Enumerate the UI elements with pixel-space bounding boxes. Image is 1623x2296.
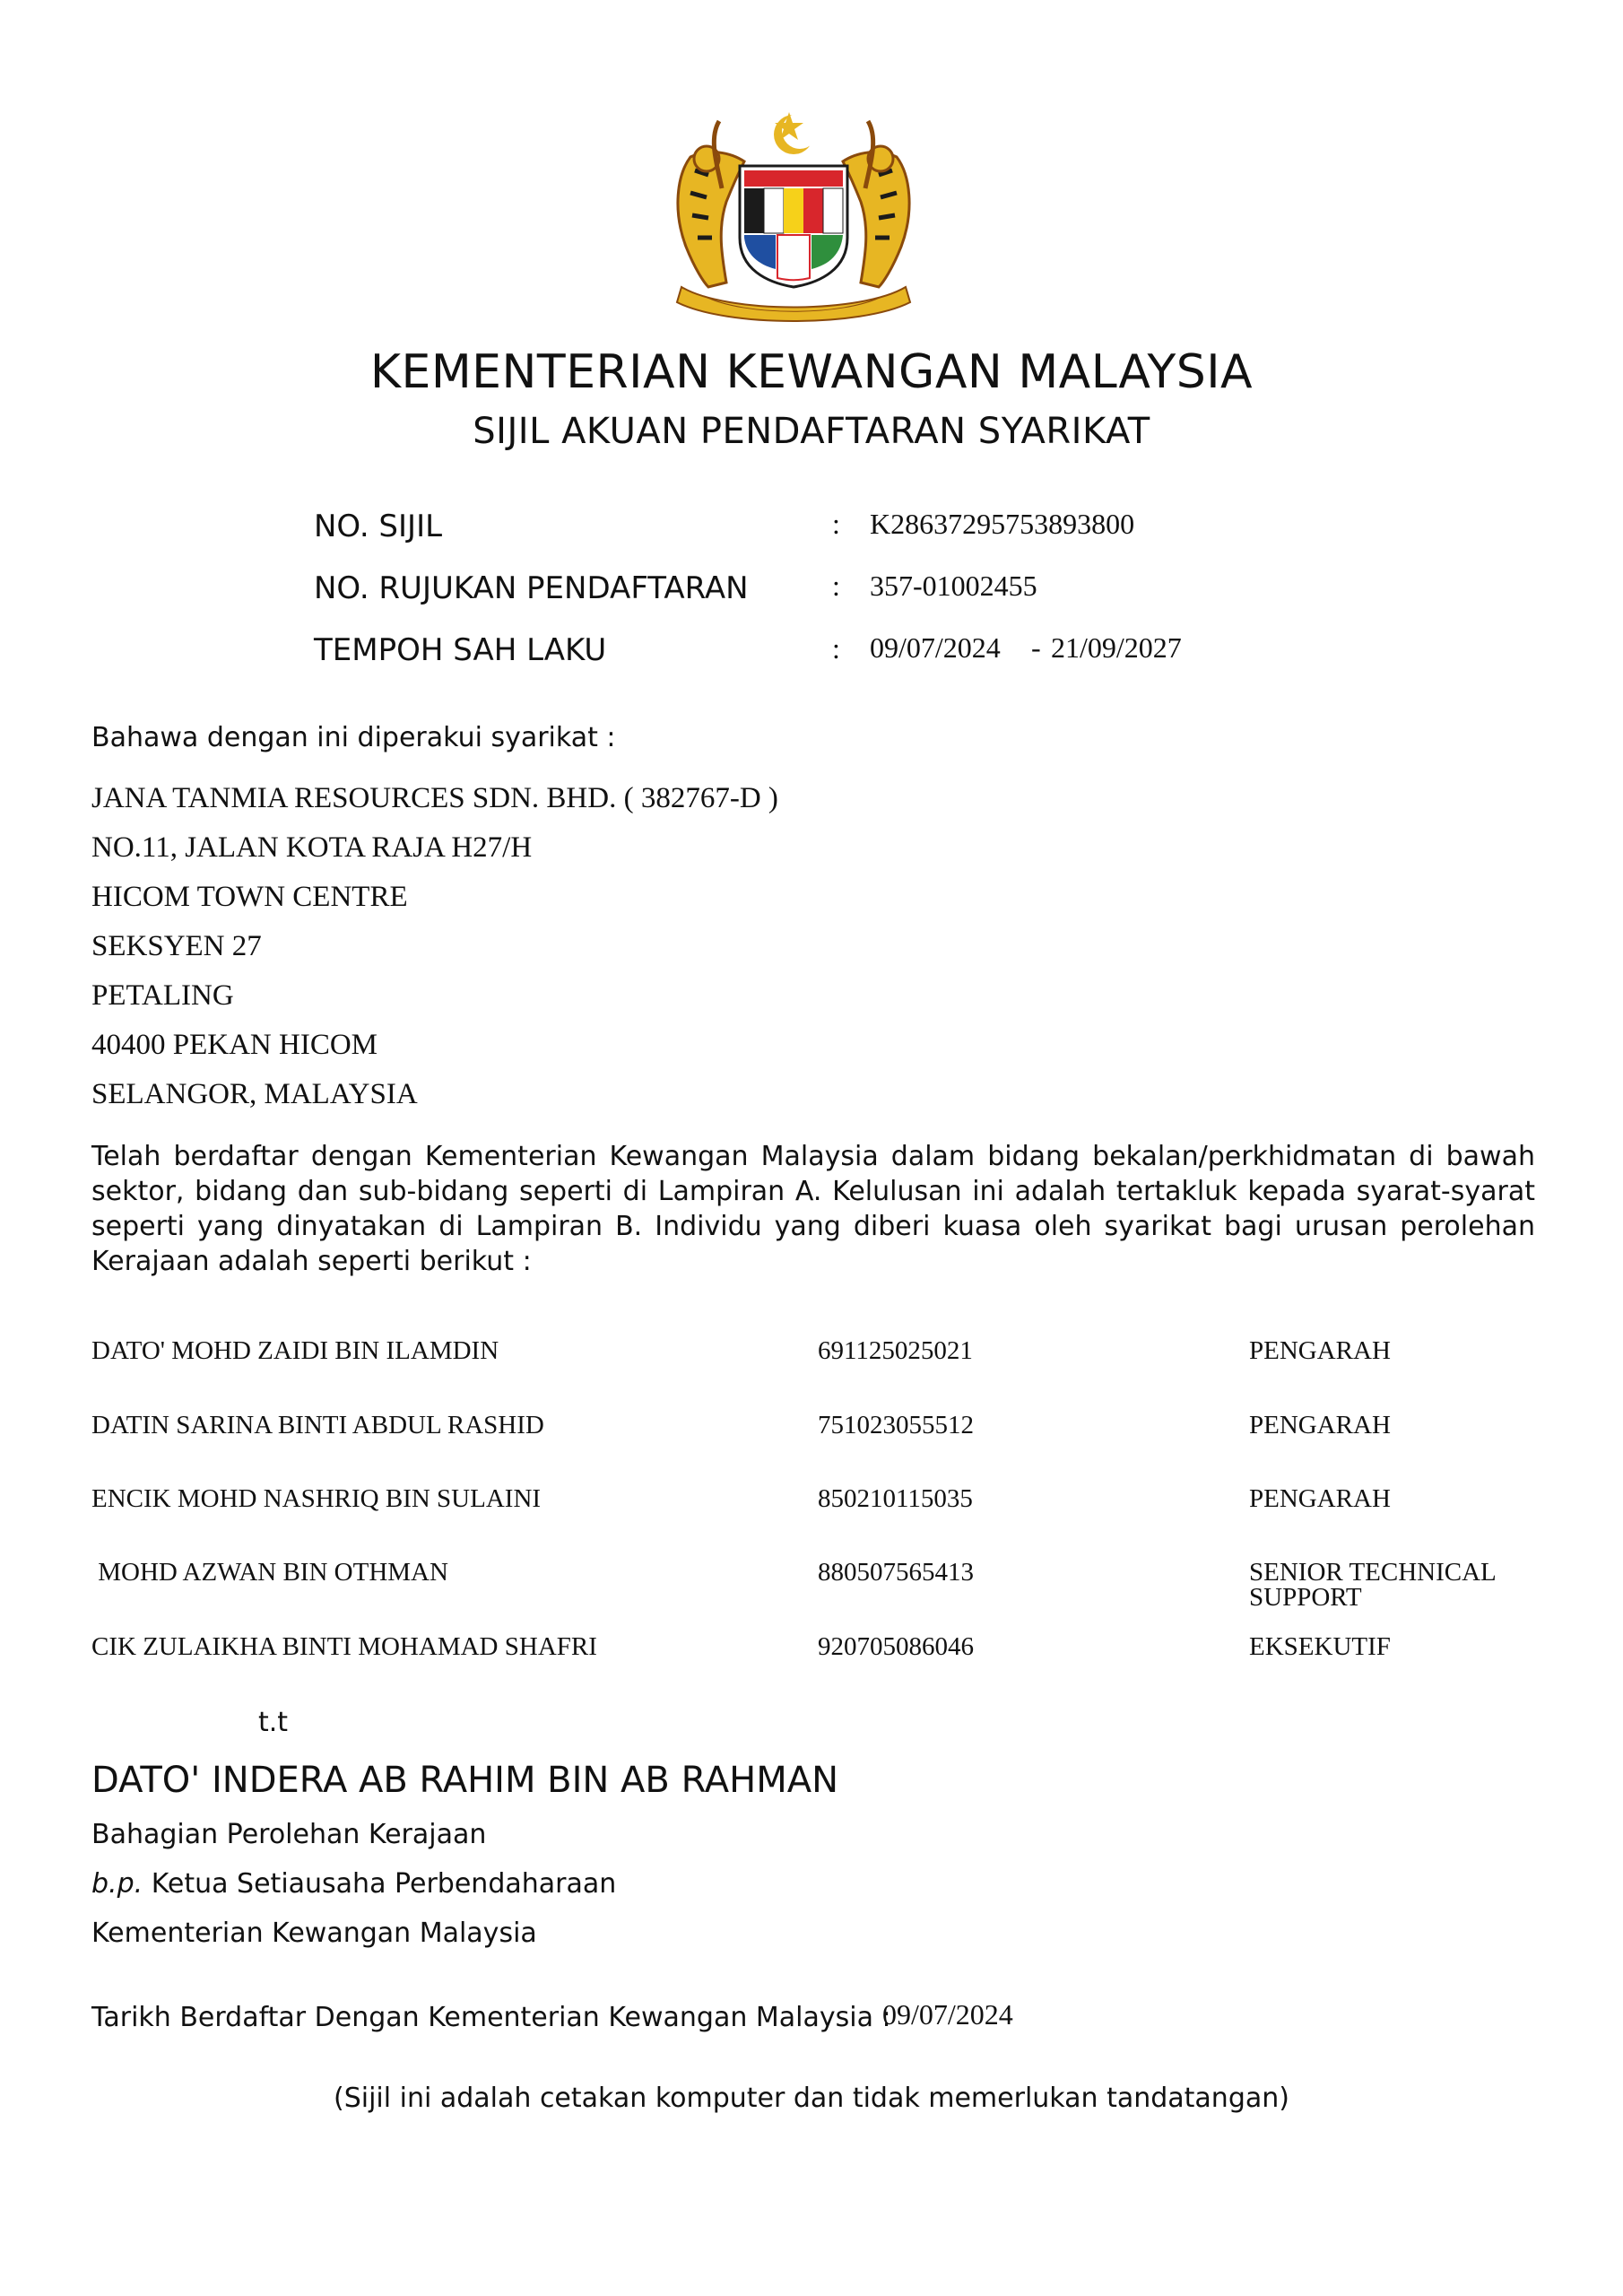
individual-ic: 751023055512: [818, 1411, 974, 1439]
bp-prefix: b.p.: [91, 1868, 143, 1900]
individual-role: PENGARAH: [1249, 1336, 1391, 1365]
address-line: PETALING: [91, 979, 234, 1012]
signer-ministry: Kementerian Kewangan Malaysia: [91, 1918, 537, 1949]
certificate-title: SIJIL AKUAN PENDAFTARAN SYARIKAT: [473, 411, 1150, 452]
individual-ic: 691125025021: [818, 1336, 973, 1365]
validity-to: 21/09/2027: [1051, 631, 1182, 664]
ref-no-value: 357-01002455: [870, 570, 1037, 602]
individual-role: PENGARAH: [1249, 1484, 1391, 1513]
individual-ic: 920705086046: [818, 1632, 974, 1661]
cert-no-colon: :: [832, 508, 840, 540]
malaysia-coat-of-arms-icon: [655, 103, 933, 327]
address-line: SEKSYEN 27: [91, 930, 262, 962]
address-line: HICOM TOWN CENTRE: [91, 881, 408, 913]
validity-colon: :: [832, 632, 840, 665]
tt-mark: t.t: [258, 1707, 289, 1738]
registration-date-label: Tarikh Berdaftar Dengan Kementerian Kewangan Malaysia :: [91, 2002, 891, 2033]
table-row: [0, 1413, 1623, 1466]
individual-role: SENIOR TECHNICAL SUPPORT: [1249, 1558, 1496, 1612]
table-row: [0, 1634, 1623, 1688]
address-line: SELANGOR, MALAYSIA: [91, 1078, 418, 1110]
individual-ic: 850210115035: [818, 1484, 973, 1513]
declaration-intro: Bahawa dengan ini diperakui syarikat :: [91, 722, 616, 753]
address-line: NO.11, JALAN KOTA RAJA H27/H: [91, 831, 533, 864]
validity-from: 09/07/2024: [870, 631, 1001, 664]
table-row: [0, 1560, 1623, 1613]
bp-title: Ketua Setiausaha Perbendaharaan: [151, 1868, 617, 1900]
company-name: JANA TANMIA RESOURCES SDN. BHD. ( 382767-D ): [91, 782, 778, 814]
individual-name: MOHD AZWAN BIN OTHMAN: [91, 1558, 448, 1587]
ref-no-label: NO. RUJUKAN PENDAFTARAN: [314, 570, 749, 606]
signer-name: DATO' INDERA AB RAHIM BIN AB RAHMAN: [91, 1760, 838, 1801]
validity-label: TEMPOH SAH LAKU: [314, 632, 607, 668]
cert-no-value: K28637295753893800: [870, 508, 1135, 540]
individual-name: ENCIK MOHD NASHRIQ BIN SULAINI: [91, 1484, 542, 1513]
table-row: [0, 1486, 1623, 1540]
individual-role: EKSEKUTIF: [1249, 1632, 1391, 1661]
individual-name: CIK ZULAIKHA BINTI MOHAMAD SHAFRI: [91, 1632, 597, 1661]
individual-ic: 880507565413: [818, 1558, 974, 1587]
registration-date-value: 09/07/2024: [882, 1998, 1013, 2031]
signer-division: Bahagian Perolehan Kerajaan: [91, 1819, 487, 1850]
ref-no-colon: :: [832, 570, 840, 602]
cert-no-label: NO. SIJIL: [314, 509, 443, 544]
table-row: [0, 1338, 1623, 1392]
registration-paragraph: Telah berdaftar dengan Kementerian Kewangan Malaysia dalam bidang bekalan/perkhidmatan di bawah sektor, bidang dan sub-bidang seperti di Lampiran A. Kelulusan ini adalah tertakluk kepada syarat-syarat seperti yang dinyatakan di Lampiran B. Individu yang diberi kuasa oleh syarikat bagi urusan perolehan Kerajaan adalah seperti berikut :: [91, 1141, 1535, 1277]
individual-name: DATIN SARINA BINTI ABDUL RASHID: [91, 1411, 544, 1439]
individual-name: DATO' MOHD ZAIDI BIN ILAMDIN: [91, 1336, 499, 1365]
validity-dash: -: [1031, 631, 1041, 664]
address-line: 40400 PEKAN HICOM: [91, 1029, 378, 1061]
ministry-heading: KEMENTERIAN KEWANGAN MALAYSIA: [369, 345, 1254, 399]
signer-bp-line: [91, 1868, 616, 1900]
footer-note: (Sijil ini adalah cetakan komputer dan tidak memerlukan tandatangan): [334, 2083, 1289, 2114]
individual-role: PENGARAH: [1249, 1411, 1391, 1439]
